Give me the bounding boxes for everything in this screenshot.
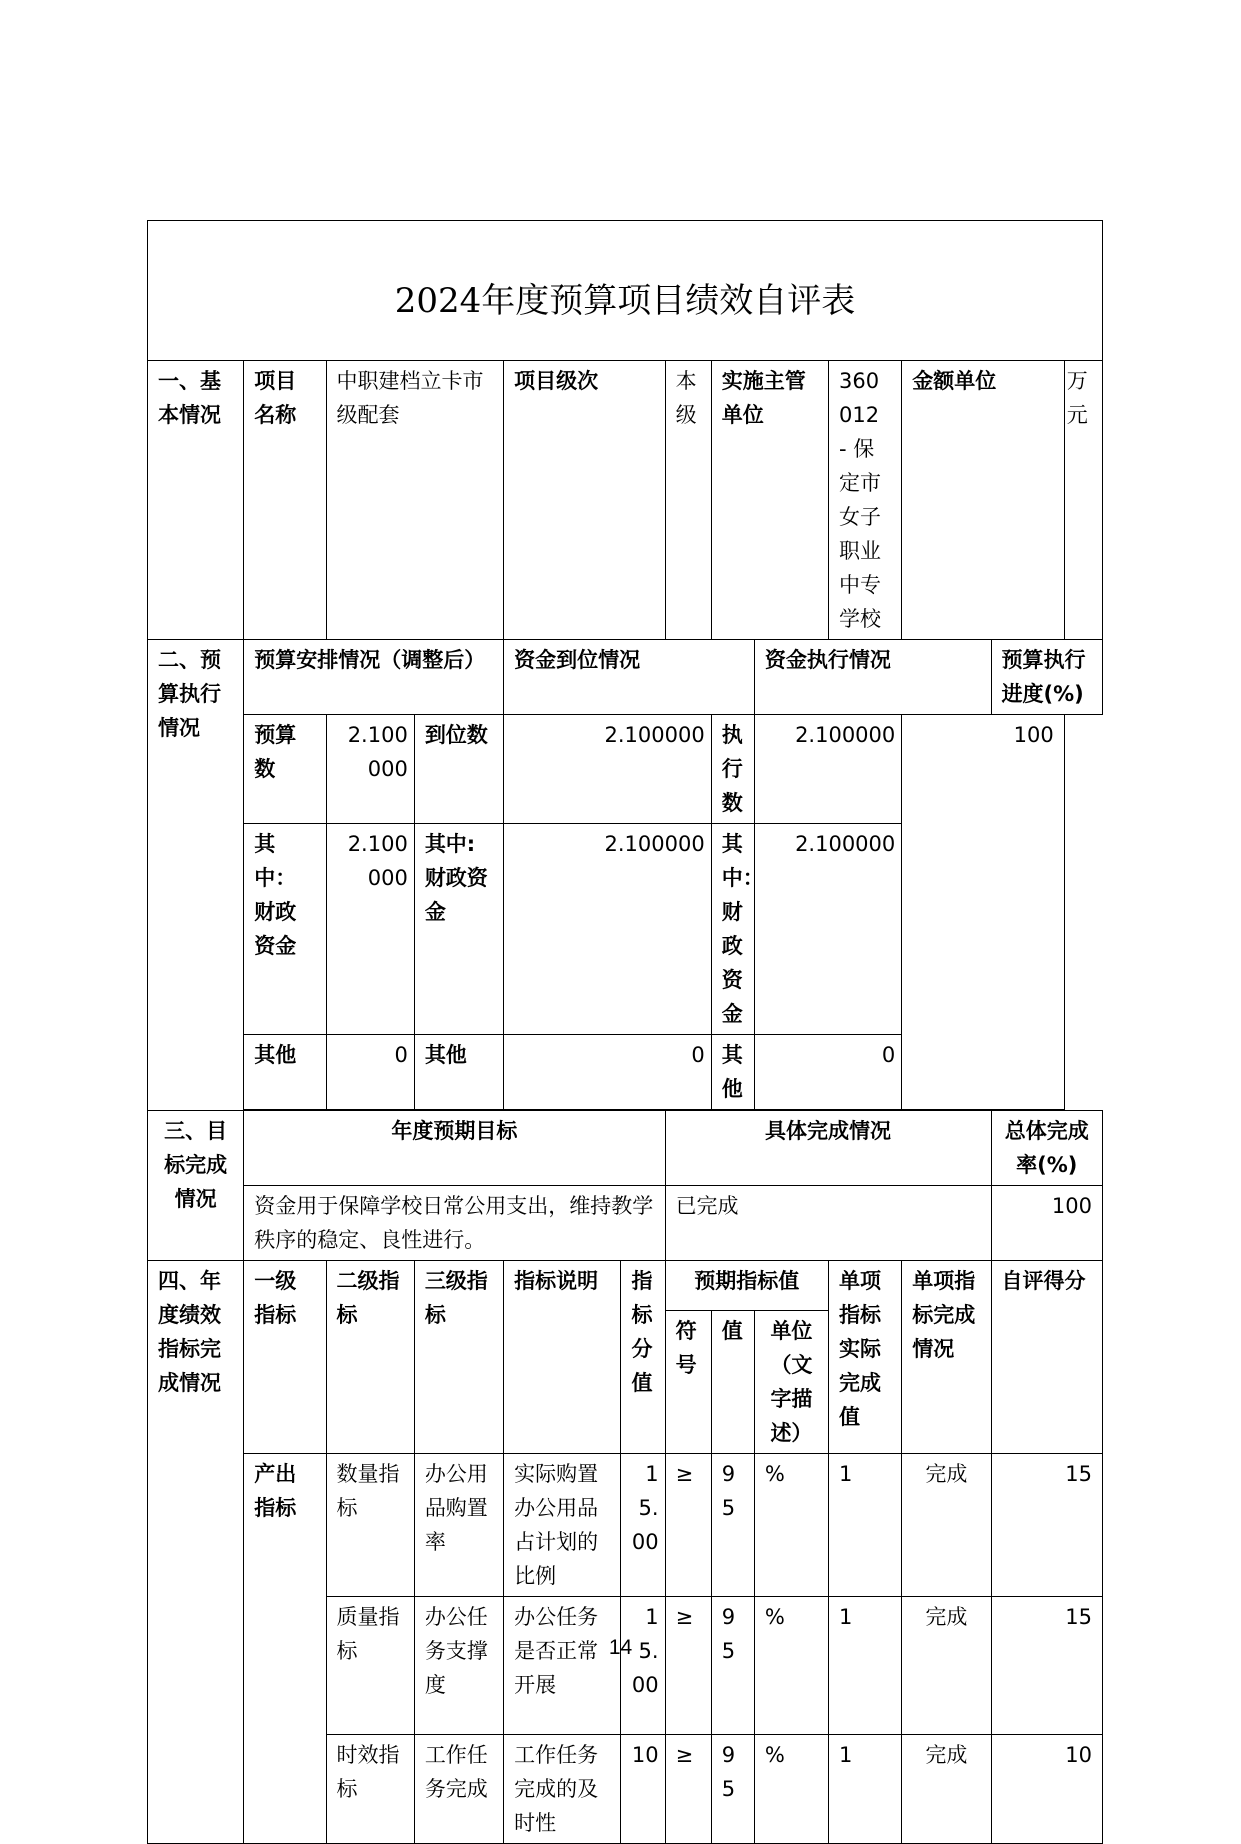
project-level-label: 项目级次 bbox=[504, 361, 665, 640]
row-score: 15.00 bbox=[621, 1454, 665, 1597]
unit-label: 实施主管单位 bbox=[711, 361, 828, 640]
rate-value: 100 bbox=[991, 1186, 1102, 1261]
other-arrival-value: 0 bbox=[504, 1035, 712, 1110]
col-status: 单项指标完成情况 bbox=[902, 1261, 991, 1454]
row-status: 完成 bbox=[902, 1597, 991, 1735]
col-level2: 二级指标 bbox=[326, 1261, 414, 1454]
section4-header: 四、年度绩效指标完成情况 bbox=[148, 1261, 244, 1844]
row-value: 95 bbox=[711, 1454, 754, 1597]
amount-unit: 万元 bbox=[1064, 361, 1102, 640]
level1-output: 产出指标 bbox=[244, 1454, 326, 1844]
other-exec-label: 其他 bbox=[711, 1035, 754, 1110]
project-level: 本级 bbox=[665, 361, 711, 640]
other-budget-value: 0 bbox=[326, 1035, 414, 1110]
row-status: 完成 bbox=[902, 1454, 991, 1597]
col-expected: 预期指标值 bbox=[665, 1261, 828, 1311]
budget-amount-row bbox=[148, 715, 1103, 824]
col-self-score: 自评得分 bbox=[991, 1261, 1102, 1454]
progress-col-header: 预算执行进度(%) bbox=[991, 640, 1102, 715]
rate-col-header: 总体完成率(%) bbox=[991, 1111, 1102, 1186]
fin-arrival-value: 2.100000 bbox=[504, 824, 712, 1035]
row-self-score: 15 bbox=[991, 1597, 1102, 1735]
unit-name: 360012 - 保定市女子职业中专学校 bbox=[829, 361, 902, 640]
fin-exec-label: 其中：财政资金 bbox=[711, 824, 754, 1035]
project-name-label: 项目名称 bbox=[244, 361, 326, 640]
budget-col-header: 预算安排情况（调整后） bbox=[244, 640, 504, 715]
section2-header: 二、预算执行情况 bbox=[148, 640, 244, 1111]
other-exec-value: 0 bbox=[754, 1035, 901, 1110]
col-actual: 单项指标实际完成值 bbox=[829, 1261, 902, 1454]
result-text: 已完成 bbox=[665, 1186, 991, 1261]
exec-label: 执行数 bbox=[711, 715, 754, 824]
arrival-value: 2.100000 bbox=[504, 715, 712, 824]
progress-value: 100 bbox=[902, 715, 1064, 1110]
row-actual: 1 bbox=[829, 1597, 902, 1735]
row-symbol: ≥ bbox=[665, 1735, 711, 1844]
evaluation-sheet bbox=[147, 220, 1103, 1844]
arrival-col-header: 资金到位情况 bbox=[504, 640, 755, 715]
row-level2: 数量指标 bbox=[326, 1454, 414, 1597]
row-unit: % bbox=[754, 1454, 828, 1597]
col-level3: 三级指标 bbox=[414, 1261, 503, 1454]
row-unit: % bbox=[754, 1597, 828, 1735]
other-arrival-label: 其他 bbox=[414, 1035, 503, 1110]
row-value: 95 bbox=[711, 1735, 754, 1844]
basic-info-row bbox=[148, 361, 1103, 640]
row-value: 95 bbox=[711, 1597, 754, 1735]
row-score: 10 bbox=[621, 1735, 665, 1844]
row-score: 15.00 bbox=[621, 1597, 665, 1735]
amount-unit-label: 金额单位 bbox=[902, 361, 1064, 640]
arrival-label: 到位数 bbox=[414, 715, 503, 824]
col-score: 指标分值 bbox=[621, 1261, 665, 1454]
row-self-score: 15 bbox=[991, 1454, 1102, 1597]
fin-budget-label: 其中：财政资金 bbox=[244, 824, 326, 1035]
document-title: 2024年度预算项目绩效自评表 bbox=[147, 220, 1103, 360]
row-level3: 工作任务完成 bbox=[414, 1735, 503, 1844]
fin-budget-value: 2.100000 bbox=[326, 824, 414, 1035]
section1-header: 一、基本情况 bbox=[148, 361, 244, 640]
exec-value: 2.100000 bbox=[754, 715, 901, 824]
goal-col-header: 年度预期目标 bbox=[244, 1111, 665, 1186]
fin-exec-value: 2.100000 bbox=[754, 824, 901, 1035]
budget-header-row bbox=[148, 640, 1103, 715]
row-symbol: ≥ bbox=[665, 1597, 711, 1735]
row-self-score: 10 bbox=[991, 1735, 1102, 1844]
evaluation-table bbox=[147, 360, 1103, 1844]
row-actual: 1 bbox=[829, 1735, 902, 1844]
indicator-row bbox=[148, 1454, 1103, 1597]
row-level2: 质量指标 bbox=[326, 1597, 414, 1735]
col-level1: 一级指标 bbox=[244, 1261, 326, 1454]
budget-label: 预算数 bbox=[244, 715, 326, 824]
row-level3: 办公任务支撑度 bbox=[414, 1597, 503, 1735]
col-description: 指标说明 bbox=[504, 1261, 621, 1454]
goal-text: 资金用于保障学校日常公用支出，维持教学秩序的稳定、良性进行。 bbox=[244, 1186, 665, 1261]
indicator-header-row bbox=[148, 1261, 1103, 1311]
result-col-header: 具体完成情况 bbox=[665, 1111, 991, 1186]
project-name: 中职建档立卡市级配套 bbox=[326, 361, 504, 640]
col-unit: 单位（文字描述） bbox=[754, 1311, 828, 1454]
row-description: 工作任务完成的及时性 bbox=[504, 1735, 621, 1844]
row-unit: % bbox=[754, 1735, 828, 1844]
budget-value: 2.100000 bbox=[326, 715, 414, 824]
goal-header-row bbox=[148, 1111, 1103, 1186]
row-status: 完成 bbox=[902, 1735, 991, 1844]
row-symbol: ≥ bbox=[665, 1454, 711, 1597]
row-level3: 办公用品购置率 bbox=[414, 1454, 503, 1597]
col-value: 值 bbox=[711, 1311, 754, 1454]
row-level2: 时效指标 bbox=[326, 1735, 414, 1844]
section3-header: 三、目标完成情况 bbox=[148, 1111, 244, 1261]
exec-col-header: 资金执行情况 bbox=[754, 640, 991, 715]
other-budget-label: 其他 bbox=[244, 1035, 326, 1110]
goal-content-row bbox=[148, 1186, 1103, 1261]
row-description: 办公任务是否正常开展 bbox=[504, 1597, 621, 1735]
page-number: 14 bbox=[608, 1636, 633, 1659]
row-actual: 1 bbox=[829, 1454, 902, 1597]
col-symbol: 符号 bbox=[665, 1311, 711, 1454]
fin-arrival-label: 其中:财政资金 bbox=[414, 824, 503, 1035]
row-description: 实际购置办公用品占计划的比例 bbox=[504, 1454, 621, 1597]
